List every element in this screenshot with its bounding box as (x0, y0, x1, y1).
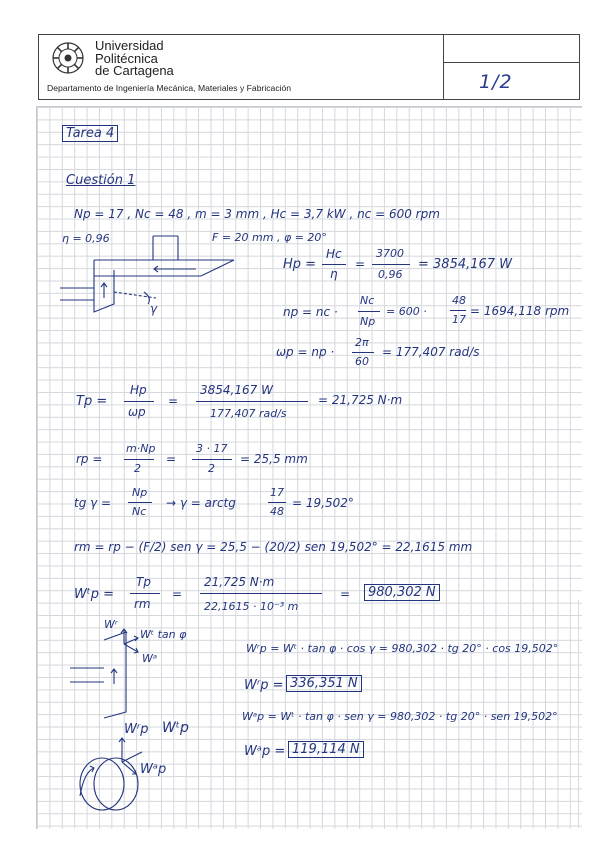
wr-result-box: 336,351 N (286, 675, 362, 692)
university-name (95, 40, 174, 78)
section-heading: Cuestión 1 (66, 173, 136, 188)
tp-lhs: Tp = (76, 394, 108, 409)
rp-lhs: rp = (76, 452, 103, 466)
tg-num2: 17 (270, 486, 284, 499)
wp-den: 60 (355, 355, 369, 368)
sketch3-wr-label: Wʳp (124, 722, 149, 737)
hp-den: η (330, 267, 338, 281)
hp-fraction-line-2 (372, 264, 410, 265)
rp-den2: 2 (208, 462, 215, 475)
paper-margin-line (578, 600, 579, 828)
sketch-wa-label: Wᵃ (142, 652, 158, 665)
wp-fraction-line (352, 352, 374, 353)
tp-num2: 3854,167 W (200, 383, 273, 397)
wr-line: Wʳp = Wᵗ · tan φ · cos γ = 980,302 · tg 20° · cos 19,502° (246, 642, 559, 655)
wa-line: Wᵃp = Wᵗ · tan φ · sen γ = 980,302 · tg 20° · sen 19,502° (242, 710, 558, 723)
sketch-wt-label: Wᵗ tan φ (140, 628, 187, 641)
wa-result-lhs: Wᵃp = (244, 744, 286, 759)
np-fraction-line (358, 311, 380, 312)
np-result: = 1694,118 rpm (470, 304, 570, 318)
wt-den: rm (134, 597, 151, 611)
hp-num2: 3700 (376, 247, 404, 260)
wp-num: 2π (355, 336, 369, 349)
rp-num: m·Np (126, 442, 156, 455)
tg-mid: → γ = arctg (166, 496, 236, 510)
givens-line: Np = 17 , Nc = 48 , m = 3 mm , Hc = 3,7 kW , nc = 600 rpm (74, 207, 440, 221)
hp-result: = 3854,167 W (418, 257, 513, 272)
np-num: Nc (360, 294, 375, 307)
np-den2: 17 (452, 313, 466, 326)
wp-lhs: ωp = np · (276, 345, 335, 359)
wt-eq: = (172, 587, 183, 601)
wt-num: Tp (136, 575, 151, 589)
page-number: 1/2 (479, 71, 513, 93)
tg-num: Np (132, 486, 148, 499)
tp-result: = 21,725 N·m (318, 393, 403, 407)
wr-result-lhs: Wʳp = (244, 678, 284, 693)
rp-den: 2 (134, 462, 141, 475)
rp-fraction-line (124, 459, 154, 460)
givens-line-2: F = 20 mm , φ = 20° (212, 231, 327, 244)
tg-den: Nc (132, 505, 147, 518)
tp-eq: = (168, 394, 179, 408)
wa-result-box: 119,114 N (288, 741, 364, 758)
hp-fraction-line (322, 264, 346, 265)
wt-den2: 22,1615 · 10⁻³ m (204, 600, 299, 613)
np-fraction-line-2 (450, 310, 466, 311)
rp-eq: = (166, 452, 177, 466)
university-logo (51, 41, 85, 75)
wt-lhs: Wᵗp = (74, 587, 114, 602)
wt-fraction-line (130, 593, 160, 594)
wt-eq2: = (340, 587, 351, 601)
rp-num2: 3 · 17 (196, 442, 228, 455)
university-name-line-2: Politécnica (95, 50, 158, 66)
hp-den2: 0,96 (378, 268, 403, 281)
tp-fraction-line-2 (196, 401, 308, 402)
assignment-title: Tarea 4 (62, 125, 118, 142)
tp-den2: 177,407 rad/s (210, 407, 287, 420)
wt-result-box: 980,302 N (364, 584, 440, 601)
efficiency-value: η = 0,96 (62, 232, 110, 245)
tg-fraction-line-2 (268, 502, 286, 503)
sketch3-wa-label: Wᵃp (140, 762, 167, 777)
tg-den2: 48 (270, 505, 284, 518)
np-mid: = 600 · (386, 305, 427, 318)
header-box-line (443, 62, 579, 63)
tg-lhs: tg γ = (74, 496, 112, 510)
university-name-line-1: Universidad (95, 38, 164, 53)
wp-result: = 177,407 rad/s (382, 345, 480, 359)
hp-eq: = (355, 257, 366, 271)
hp-num: Hc (326, 247, 342, 261)
sketch-gamma-label: γ (150, 302, 158, 316)
sketch3-wt-label: Wᵗp (162, 720, 189, 736)
wt-fraction-line-2 (200, 593, 322, 594)
header-divider (443, 35, 444, 99)
rp-result: = 25,5 mm (240, 452, 308, 466)
tp-den: ωp (128, 405, 146, 419)
tg-result: = 19,502° (292, 496, 354, 510)
hp-lhs: Hp = (283, 257, 317, 272)
np-num2: 48 (452, 294, 466, 307)
tp-num: Hp (130, 383, 147, 397)
rp-fraction-line-2 (192, 459, 232, 460)
tg-fraction-line (128, 502, 152, 503)
np-lhs: np = nc · (283, 305, 338, 319)
university-name-line-3: de Cartagena (95, 63, 174, 78)
rm-line: rm = rp − (F/2) sen γ = 25,5 − (20/2) sen 19,502° = 22,1615 mm (74, 540, 473, 554)
sketch-wr-label: Wʳ (104, 618, 118, 631)
tp-fraction-line (124, 401, 154, 402)
department-name: Departamento de Ingeniería Mecánica, Materiales y Fabricación (47, 83, 292, 93)
np-den: Np (360, 315, 376, 328)
wt-num2: 21,725 N·m (204, 575, 275, 589)
document-header (38, 34, 580, 100)
